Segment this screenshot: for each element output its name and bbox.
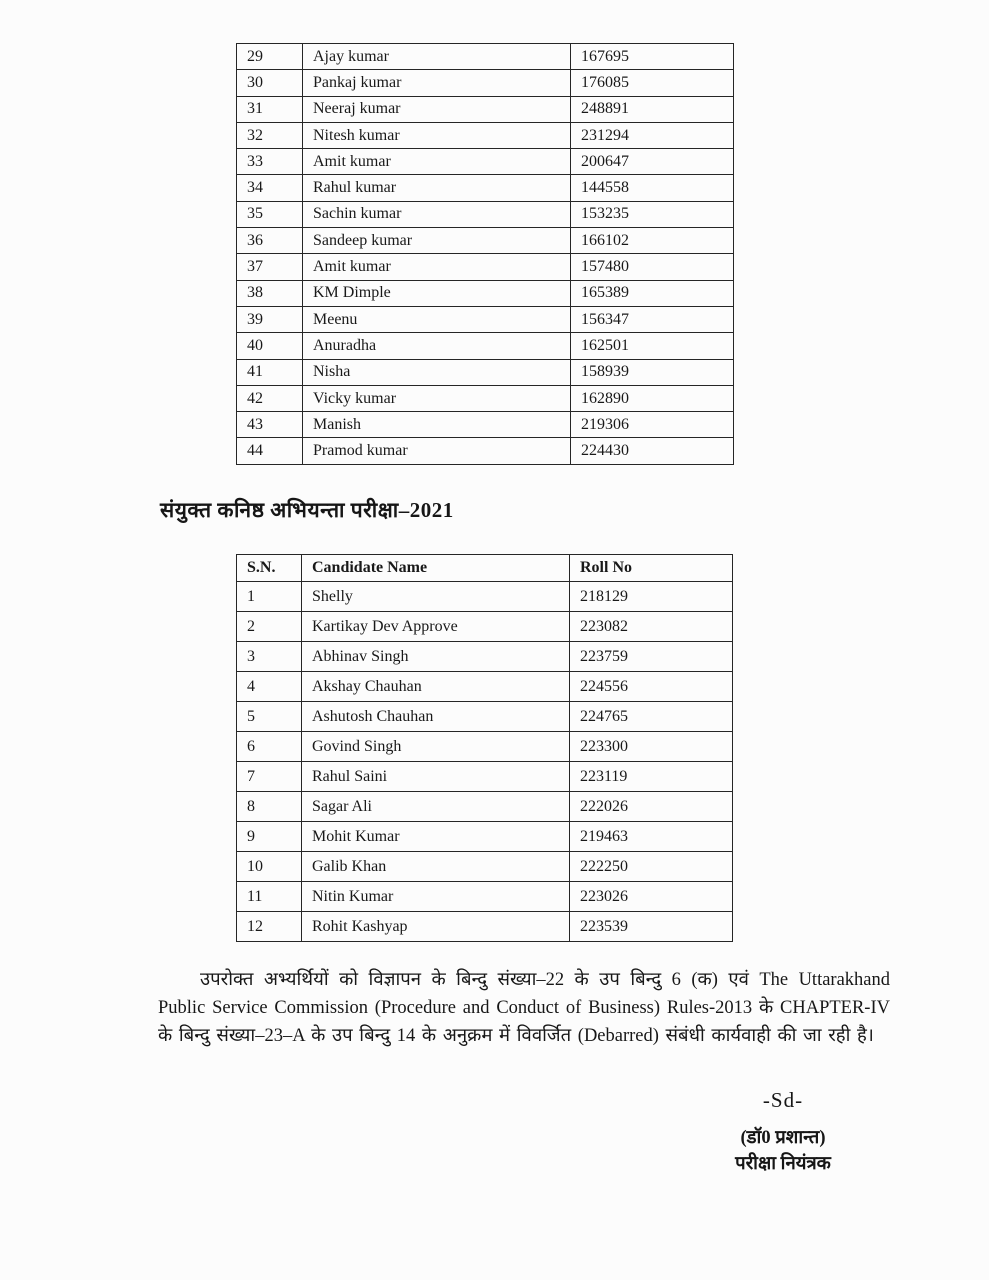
table-cell: Sachin kumar: [303, 201, 571, 227]
table-cell: 41: [237, 359, 303, 385]
table-cell: Ashutosh Chauhan: [302, 702, 570, 732]
table-cell: 2: [237, 612, 302, 642]
table-cell: Abhinav Singh: [302, 642, 570, 672]
table-cell: 31: [237, 96, 303, 122]
table-cell: 153235: [571, 201, 734, 227]
table-cell: Govind Singh: [302, 732, 570, 762]
table-cell: 223026: [570, 882, 733, 912]
table-row: [237, 792, 733, 822]
table-cell: Kartikay Dev Approve: [302, 612, 570, 642]
table-cell: 1: [237, 582, 302, 612]
table-row: [237, 254, 734, 280]
table-cell: 40: [237, 333, 303, 359]
table-cell: Meenu: [303, 306, 571, 332]
table-cell: 156347: [571, 306, 734, 332]
table-cell: 8: [237, 792, 302, 822]
table-cell: 223119: [570, 762, 733, 792]
table-cell: Amit kumar: [303, 149, 571, 175]
table-cell: 219463: [570, 822, 733, 852]
table-cell: 29: [237, 44, 303, 70]
table-cell: Vicky kumar: [303, 385, 571, 411]
signature-block: [688, 1088, 878, 1177]
table2-body: [237, 582, 733, 942]
table-cell: Shelly: [302, 582, 570, 612]
table-cell: 224556: [570, 672, 733, 702]
table-cell: 231294: [571, 122, 734, 148]
table-cell: 11: [237, 882, 302, 912]
table-cell: 44: [237, 438, 303, 464]
table-cell: Anuradha: [303, 333, 571, 359]
table-cell: 222026: [570, 792, 733, 822]
table-cell: 36: [237, 228, 303, 254]
table-cell: Rahul kumar: [303, 175, 571, 201]
table-row: [237, 412, 734, 438]
table-cell: 7: [237, 762, 302, 792]
table-row: [237, 822, 733, 852]
table-cell: 5: [237, 702, 302, 732]
table-header-row: [237, 555, 733, 582]
table-cell: 35: [237, 201, 303, 227]
table-cell: 12: [237, 912, 302, 942]
table-cell: KM Dimple: [303, 280, 571, 306]
table-cell: 200647: [571, 149, 734, 175]
table-cell: 222250: [570, 852, 733, 882]
table-cell: Manish: [303, 412, 571, 438]
debarment-action-paragraph: उपरोक्त अभ्यर्थियों को विज्ञापन के बिन्दु संख्या–22 के उप बिन्दु 6 (क) एवं The Uttarakhand Public Service Commission (Procedure and Conduct of Business) Rules-2013 के CHAPTER-IV के बिन्दु संख्या–23–A के उप बिन्दु 14 के अनुक्रम में विवर्जित (Debarred) संबंधी कार्यवाही की जा रही है।: [158, 970, 890, 1046]
table-cell: 10: [237, 852, 302, 882]
table-row: [237, 122, 734, 148]
table-cell: 223300: [570, 732, 733, 762]
table-cell: 9: [237, 822, 302, 852]
table-row: [237, 582, 733, 612]
table-cell: 218129: [570, 582, 733, 612]
table-cell: 144558: [571, 175, 734, 201]
table-header-cell: S.N.: [237, 555, 302, 582]
table-cell: 37: [237, 254, 303, 280]
table-cell: Ajay kumar: [303, 44, 571, 70]
table-row: [237, 96, 734, 122]
table-row: [237, 762, 733, 792]
table-cell: 158939: [571, 359, 734, 385]
table-row: [237, 642, 733, 672]
table-row: [237, 912, 733, 942]
table-cell: 30: [237, 70, 303, 96]
table-cell: 248891: [571, 96, 734, 122]
signatory-name: (डॉ0 प्रशान्त): [740, 1128, 826, 1148]
table-cell: 224430: [571, 438, 734, 464]
table-cell: Pramod kumar: [303, 438, 571, 464]
table-cell: 38: [237, 280, 303, 306]
table-cell: 223539: [570, 912, 733, 942]
signatory-title: परीक्षा नियंत्रक: [735, 1154, 831, 1174]
table-cell: Akshay Chauhan: [302, 672, 570, 702]
table-cell: 176085: [571, 70, 734, 96]
table-row: [237, 306, 734, 332]
table-row: [237, 333, 734, 359]
table-header-cell: Candidate Name: [302, 555, 570, 582]
table-row: [237, 228, 734, 254]
table-cell: Neeraj kumar: [303, 96, 571, 122]
table-cell: 42: [237, 385, 303, 411]
table-row: [237, 438, 734, 464]
table-cell: 34: [237, 175, 303, 201]
table-cell: 162501: [571, 333, 734, 359]
table1-body: [237, 44, 734, 465]
table-cell: Sandeep kumar: [303, 228, 571, 254]
table-cell: 165389: [571, 280, 734, 306]
table-cell: 223759: [570, 642, 733, 672]
table-row: [237, 852, 733, 882]
table-cell: 224765: [570, 702, 733, 732]
table-cell: Nitesh kumar: [303, 122, 571, 148]
table-cell: 32: [237, 122, 303, 148]
table-cell: Rohit Kashyap: [302, 912, 570, 942]
table-cell: Nisha: [303, 359, 571, 385]
signature-sd: -Sd-: [762, 1088, 804, 1112]
table-cell: 219306: [571, 412, 734, 438]
table-cell: 223082: [570, 612, 733, 642]
table-row: [237, 672, 733, 702]
debarred-candidates-table-continued: [236, 43, 734, 465]
table-cell: Rahul Saini: [302, 762, 570, 792]
table-cell: 162890: [571, 385, 734, 411]
table-row: [237, 175, 734, 201]
debarred-candidates-table-je-2021: [236, 554, 733, 942]
table-row: [237, 201, 734, 227]
table-row: [237, 702, 733, 732]
table-cell: Sagar Ali: [302, 792, 570, 822]
table-row: [237, 359, 734, 385]
table-row: [237, 612, 733, 642]
table-row: [237, 70, 734, 96]
table-cell: 43: [237, 412, 303, 438]
table-header-cell: Roll No: [570, 555, 733, 582]
table-cell: 166102: [571, 228, 734, 254]
table-cell: Nitin Kumar: [302, 882, 570, 912]
exam-heading: संयुक्त कनिष्ठ अभियन्ता परीक्षा–2021: [160, 498, 454, 522]
table-row: [237, 732, 733, 762]
table-row: [237, 44, 734, 70]
table-cell: Galib Khan: [302, 852, 570, 882]
table-cell: 167695: [571, 44, 734, 70]
table-cell: Amit kumar: [303, 254, 571, 280]
table-cell: 6: [237, 732, 302, 762]
table-cell: 33: [237, 149, 303, 175]
table-cell: 3: [237, 642, 302, 672]
table-row: [237, 882, 733, 912]
table-cell: 4: [237, 672, 302, 702]
table-row: [237, 149, 734, 175]
table-cell: Pankaj kumar: [303, 70, 571, 96]
table-row: [237, 280, 734, 306]
table-cell: 157480: [571, 254, 734, 280]
table-cell: 39: [237, 306, 303, 332]
table-row: [237, 385, 734, 411]
table-cell: Mohit Kumar: [302, 822, 570, 852]
